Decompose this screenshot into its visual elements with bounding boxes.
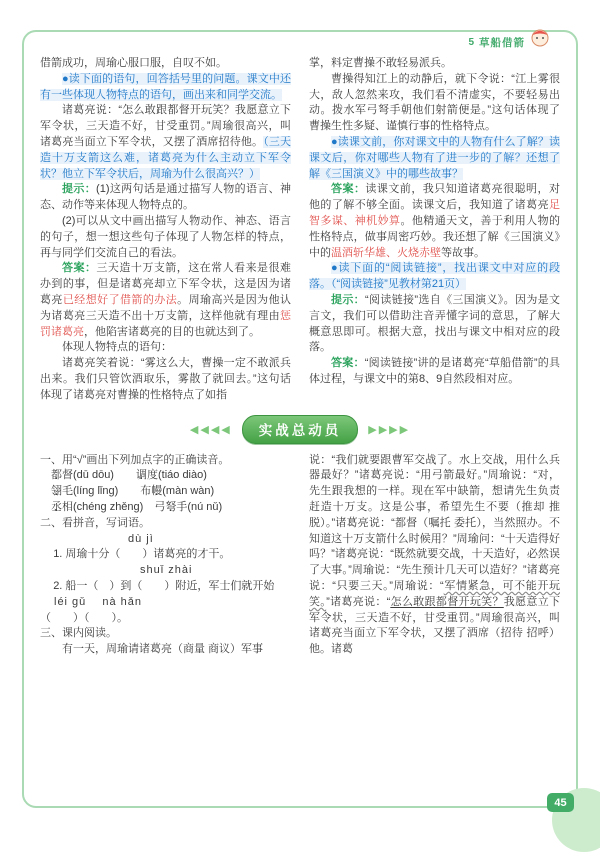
body-text: 一、用“√”画出下列加点字的正确读音。 <box>40 453 230 466</box>
dot-text: 弩 <box>165 500 177 513</box>
blue-text: ●读下面的“阅读链接”，找出课文中对应的段落。（“阅读链接”见教材第21页） <box>309 262 560 291</box>
lesson-number: 5 <box>468 37 474 48</box>
paragraph <box>309 261 560 293</box>
green-text: 答案： <box>331 183 366 196</box>
body-text: 。他精通天文，善于利用人物的性格特点，做事周密巧妙。我还想了解《三国演义》中的 <box>309 214 561 259</box>
dot-text: 都 <box>51 469 62 482</box>
body-text: 掌，料定曹操不敢轻易派兵。 <box>309 57 452 69</box>
red-text: 已经想好了借箭的办法 <box>62 293 178 306</box>
body-text: 毛(líng lǐng) 布 <box>62 485 152 498</box>
red-text: 温酒斩华雄、火烧赤壁 <box>331 246 441 259</box>
right-arrows-icon: ▶▶▶▶ <box>368 423 411 436</box>
body-text: 借箭成功，周瑜心服口服，自叹不如。 <box>40 57 227 69</box>
body-text: 等故事。 <box>441 246 485 259</box>
body-text: 诸葛亮笑着说：“雾这么大，曹操一定不敢派兵出来。我们只管饮酒取乐，雾散了就回去。”这句话体现了诸葛亮对曹操的性格特点了如指 <box>40 357 291 401</box>
paragraph <box>309 56 560 72</box>
paragraph <box>40 103 291 182</box>
body-text: 三、课内阅读。 <box>40 627 117 640</box>
paragraph <box>140 563 291 579</box>
paragraph <box>40 72 291 104</box>
paragraph <box>40 340 291 356</box>
paragraph <box>309 135 560 182</box>
paragraph <box>40 611 291 627</box>
pinyin-text: léi gǔ nà hǎn <box>54 595 142 608</box>
paragraph <box>40 356 291 403</box>
paragraph <box>309 72 560 135</box>
body-text: 督(dū dōu) <box>62 469 136 482</box>
body-text: 说：“我们就要跟曹军交战了。水上交战，用什么兵器最好？”诸葛亮说：“用弓箭最好。”周瑜说：“对，先生跟我想的一样。现在军中缺箭，想请先生负责赶造十万支。这是公事，希望先生不要（推却 推脱）。”诸葛亮说：“都督（嘱托 委托），当然照办。不知道这十万支箭什么时候用？”周瑜问：“十天造得好吗？”诸葛亮说：“既然就要交战，十天造好，必然误了大事。”周瑜说：“先生预计几天可以造好？”诸葛亮说：“只要三天。”周瑜说：“ <box>309 453 560 592</box>
body-text: 曹操得知江上的动静后，就下令说：“江上雾很大，敌人忽然来攻，我们看不清虚实，不要轻易出动。拨水军弓弩手朝他们射箭便是。”这句话体现了曹操生性多疑、谨慎行事的性格特点。 <box>309 72 560 133</box>
body-text: (2)可以从文中画出描写人物动作、神态、语言的句子，想一想这些句子体现了人物怎样的特点，再与同学们交流自己的看法。 <box>40 214 291 259</box>
paragraph <box>53 579 291 595</box>
body-text: ，他陷害诸葛亮的目的也就达到了。 <box>84 325 260 338</box>
bottom-right-column <box>309 453 560 658</box>
paragraph <box>40 261 291 340</box>
lesson-title: 草船借箭 <box>479 37 525 49</box>
paragraph <box>40 214 291 261</box>
body-text: 诸葛亮说：“怎么敢跟都督开玩笑？我愿意立下军令状，三天造不好，甘受重罚。”周瑜很高兴，叫诸葛亮当面立下军令状，又摆了酒席招待他。 <box>40 104 291 148</box>
dot-text: 丞 <box>51 500 62 513</box>
body-text: 2. 船一（ ）到（ ）附近，军士们就开始 <box>53 579 275 592</box>
page-number-badge: 45 <box>547 793 574 812</box>
paragraph <box>309 182 560 261</box>
paragraph <box>40 626 291 642</box>
paragraph <box>40 56 291 72</box>
body-text: “阅读链接”讲的是诸葛亮“草船借箭”的具体过程，与课文中的第8、9自然段相对应。 <box>309 357 561 385</box>
body-text: 二、看拼音，写词语。 <box>40 516 150 529</box>
wavy-text: 军情紧急，可不能开玩笑。 <box>309 579 560 608</box>
pinyin-text: dù jì <box>128 532 154 545</box>
body-text: 1. 周瑜十分（ ）诸葛亮的才干。 <box>53 548 231 561</box>
body-text: 度(tiáo diào) <box>146 469 207 482</box>
body-text: 手(nú nǔ) <box>176 500 223 513</box>
body-text: 有一天，周瑜请诸葛亮（商量 商议）军事 <box>62 643 264 656</box>
paragraph <box>51 500 291 516</box>
paragraph <box>54 595 291 611</box>
body-text: “阅读链接”选自《三国演义》。因为是文言文，我们可以借助注音弄懂字词的意思，了解大概意思即可。根据大意，找出与课文中相对应的段落。 <box>309 293 561 354</box>
body-text: 我愿意立下军令状，三天造不好，甘受重罚。”周瑜很高兴，叫诸葛亮当面立下军令状，又摆了酒席（招待 招呼）他。诸葛 <box>309 595 561 656</box>
exercise-section <box>40 453 560 658</box>
dot-text: 调 <box>135 469 147 482</box>
dot-text: 翎 <box>51 485 62 498</box>
mascot-icon <box>530 25 550 52</box>
body-text: 读课文前，我只知道诸葛亮很聪明，对他的了解不够全面。读课文后，我知道了诸葛亮 <box>309 183 560 212</box>
reading-guide-section <box>40 56 560 404</box>
paragraph <box>309 293 560 356</box>
left-arrows-icon: ◀◀◀◀ <box>189 423 232 436</box>
body-text: 三天造十万支箭，这在常人看来是很难办到的事，但是诸葛亮却立下军令状，这是因为诸葛亮 <box>40 262 291 306</box>
body-text: 相(chéng zhěng) 弓 <box>62 500 166 513</box>
red-text: 惩罚诸葛亮 <box>40 309 291 338</box>
banner-title: 实战总动员 <box>242 415 359 444</box>
body-text: （ ）（ ）。 <box>40 611 128 624</box>
green-text: 答案： <box>62 262 97 275</box>
paragraph <box>128 532 291 548</box>
blue-text: ●读下面的语句，回答括号里的问题。课文中还有一些体现人物特点的语句，画出来和同学交流。 <box>40 72 291 101</box>
blue-text: ●读课文前，你对课文中的人物有什么了解？读课文后，你对哪些人物有了进一步的了解？还想了解《三国演义》中的哪些故事？ <box>309 135 560 180</box>
green-text: 提示： <box>331 293 366 306</box>
body-text: ”诸葛亮说：“ <box>326 595 391 608</box>
paragraph <box>51 484 291 500</box>
pinyin-text: shuǐ zhài <box>140 564 193 577</box>
green-text: 答案： <box>331 357 365 370</box>
blue-text: （三天造十万支箭这么难，诸葛亮为什么主动立下军令状？他立下军令状后，周瑜为什么很高兴？） <box>40 135 292 180</box>
paragraph <box>40 182 291 214</box>
top-left-column <box>40 56 291 404</box>
red-text: 足智多谋、神机妙算 <box>309 199 560 227</box>
paragraph <box>309 453 560 658</box>
u-text: 怎么敢跟都督开玩笑？ <box>390 595 504 608</box>
page-content <box>40 56 560 658</box>
top-right-column <box>309 56 560 404</box>
paragraph <box>51 468 291 484</box>
page-header <box>464 33 554 52</box>
bottom-left-column <box>40 453 291 658</box>
body-text: 体现人物特点的语句： <box>62 341 172 354</box>
body-text: (màn wàn) <box>162 485 215 498</box>
section-banner <box>40 415 560 444</box>
paragraph <box>40 453 291 469</box>
paragraph <box>40 642 291 658</box>
body-text: (1)这两句话是通过描写人物的语言、神态、动作等来体现人物特点的。 <box>40 183 292 212</box>
dot-text: 幔 <box>151 485 163 498</box>
green-text: 提示： <box>62 183 97 196</box>
body-text: 。周瑜高兴是因为他认为诸葛亮三天造不出十万支箭，这样他就有理由 <box>40 293 292 322</box>
paragraph <box>309 356 560 388</box>
paragraph <box>53 547 291 563</box>
